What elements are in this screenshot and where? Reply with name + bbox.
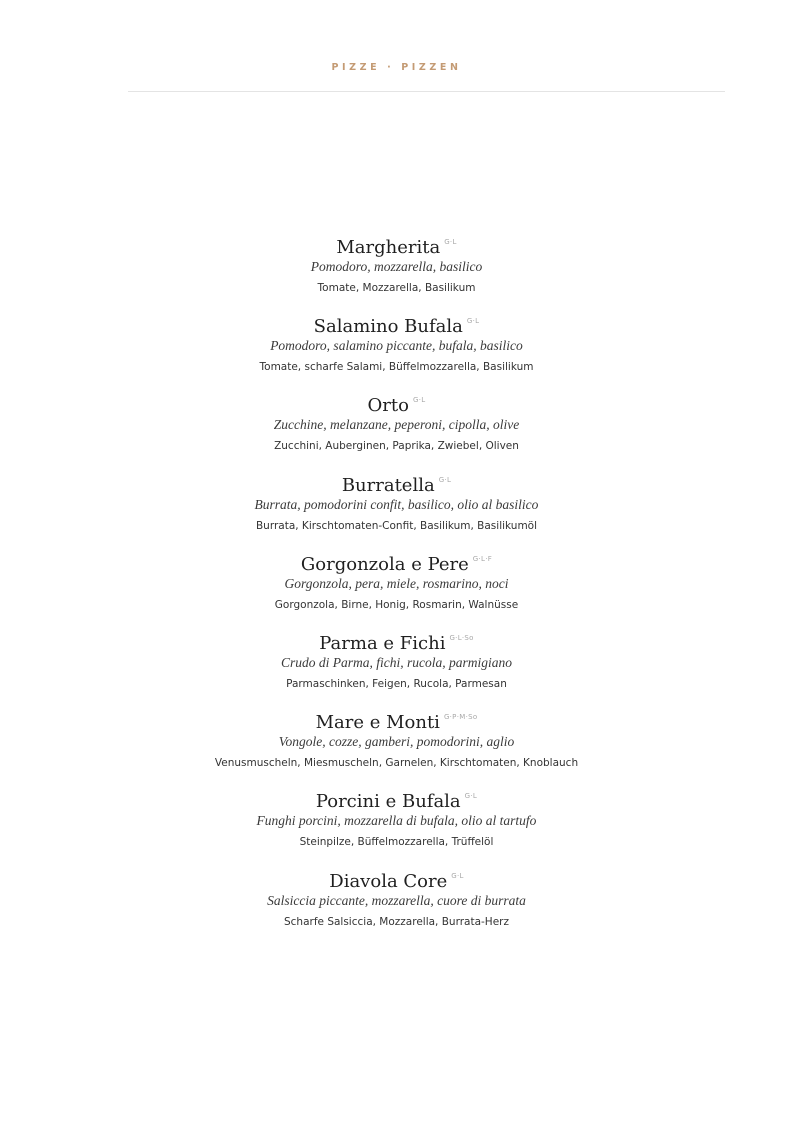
menu-item-parma-e-fichi xyxy=(0,624,793,703)
item-description-italian: Salsiccia piccante, mozzarella, cuore di burrata xyxy=(267,892,526,908)
item-name: Gorgonzola e Pere xyxy=(300,553,469,575)
item-name: Mare e Monti xyxy=(315,712,440,734)
item-description-german: Zucchini, Auberginen, Paprika, Zwiebel, Oliven xyxy=(274,440,519,453)
item-description-german: Steinpilze, Büffelmozzarella, Trüffelöl xyxy=(299,836,494,849)
pizza-menu-list xyxy=(0,228,793,941)
item-description-italian: Zucchine, melanzane, peperoni, cipolla, olive xyxy=(273,417,520,433)
item-allergens: G·L xyxy=(444,238,457,246)
item-allergens: G·P·M·So xyxy=(443,713,478,722)
item-name: Parma e Fichi xyxy=(319,632,446,654)
menu-item-margherita xyxy=(0,228,793,307)
menu-item-orto xyxy=(0,386,793,465)
item-allergens: G·L xyxy=(466,317,480,326)
menu-item-burratella xyxy=(0,466,793,545)
item-description-german: Venusmuscheln, Miesmuscheln, Garnelen, Kirschtomaten, Knoblauch xyxy=(214,757,579,770)
item-description-german: Parmaschinken, Feigen, Rucola, Parmesan xyxy=(286,677,507,690)
item-name: Porcini e Bufala xyxy=(315,791,461,813)
item-allergens: G·L xyxy=(451,871,464,880)
item-description-italian: Burrata, pomodorini confit, basilico, olio al basilico xyxy=(254,496,539,512)
item-description-german: Gorgonzola, Birne, Honig, Rosmarin, Walnüsse xyxy=(274,598,519,611)
item-description-german: Scharfe Salsiccia, Mozzarella, Burrata-Herz xyxy=(283,915,509,928)
item-description-italian: Pomodoro, salamino piccante, bufala, basilico xyxy=(270,338,523,354)
item-description-german: Tomate, scharfe Salami, Büffelmozzarella, Basilikum xyxy=(259,361,534,374)
item-name: Burratella xyxy=(341,474,435,496)
item-description-italian: Funghi porcini, mozzarella di bufala, olio al tartufo xyxy=(256,813,537,829)
menu-item-salamino-bufala xyxy=(0,307,793,386)
item-name: Orto xyxy=(367,395,409,417)
item-description-german: Tomate, Mozzarella, Basilikum xyxy=(317,282,476,294)
item-name: Diavola Core xyxy=(329,870,448,892)
menu-item-porcini-e-bufala xyxy=(0,782,793,861)
item-description-italian: Crudo di Parma, fichi, rucola, parmigiano xyxy=(280,654,512,670)
menu-item-diavola-core xyxy=(0,862,793,941)
item-allergens: G·L·F xyxy=(472,554,493,563)
item-allergens: G·L xyxy=(412,396,426,405)
item-description-italian: Pomodoro, mozzarella, basilico xyxy=(310,259,483,274)
page-title: PIZZE · PIZZEN xyxy=(331,62,462,73)
item-allergens: G·L xyxy=(438,475,452,484)
item-allergens: G·L xyxy=(464,792,478,801)
header-divider xyxy=(128,91,725,92)
item-description-german: Burrata, Kirschtomaten-Confit, Basilikum, Basilikumöl xyxy=(255,519,538,532)
menu-item-gorgonzola-e-pere xyxy=(0,545,793,624)
item-description-italian: Vongole, cozze, gamberi, pomodorini, aglio xyxy=(278,734,515,750)
item-allergens: G·L·So xyxy=(449,633,474,642)
menu-item-mare-e-monti xyxy=(0,703,793,782)
item-name: Salamino Bufala xyxy=(313,316,463,338)
item-name: Margherita xyxy=(336,237,441,258)
item-description-italian: Gorgonzola, pera, miele, rosmarino, noci xyxy=(284,575,509,591)
